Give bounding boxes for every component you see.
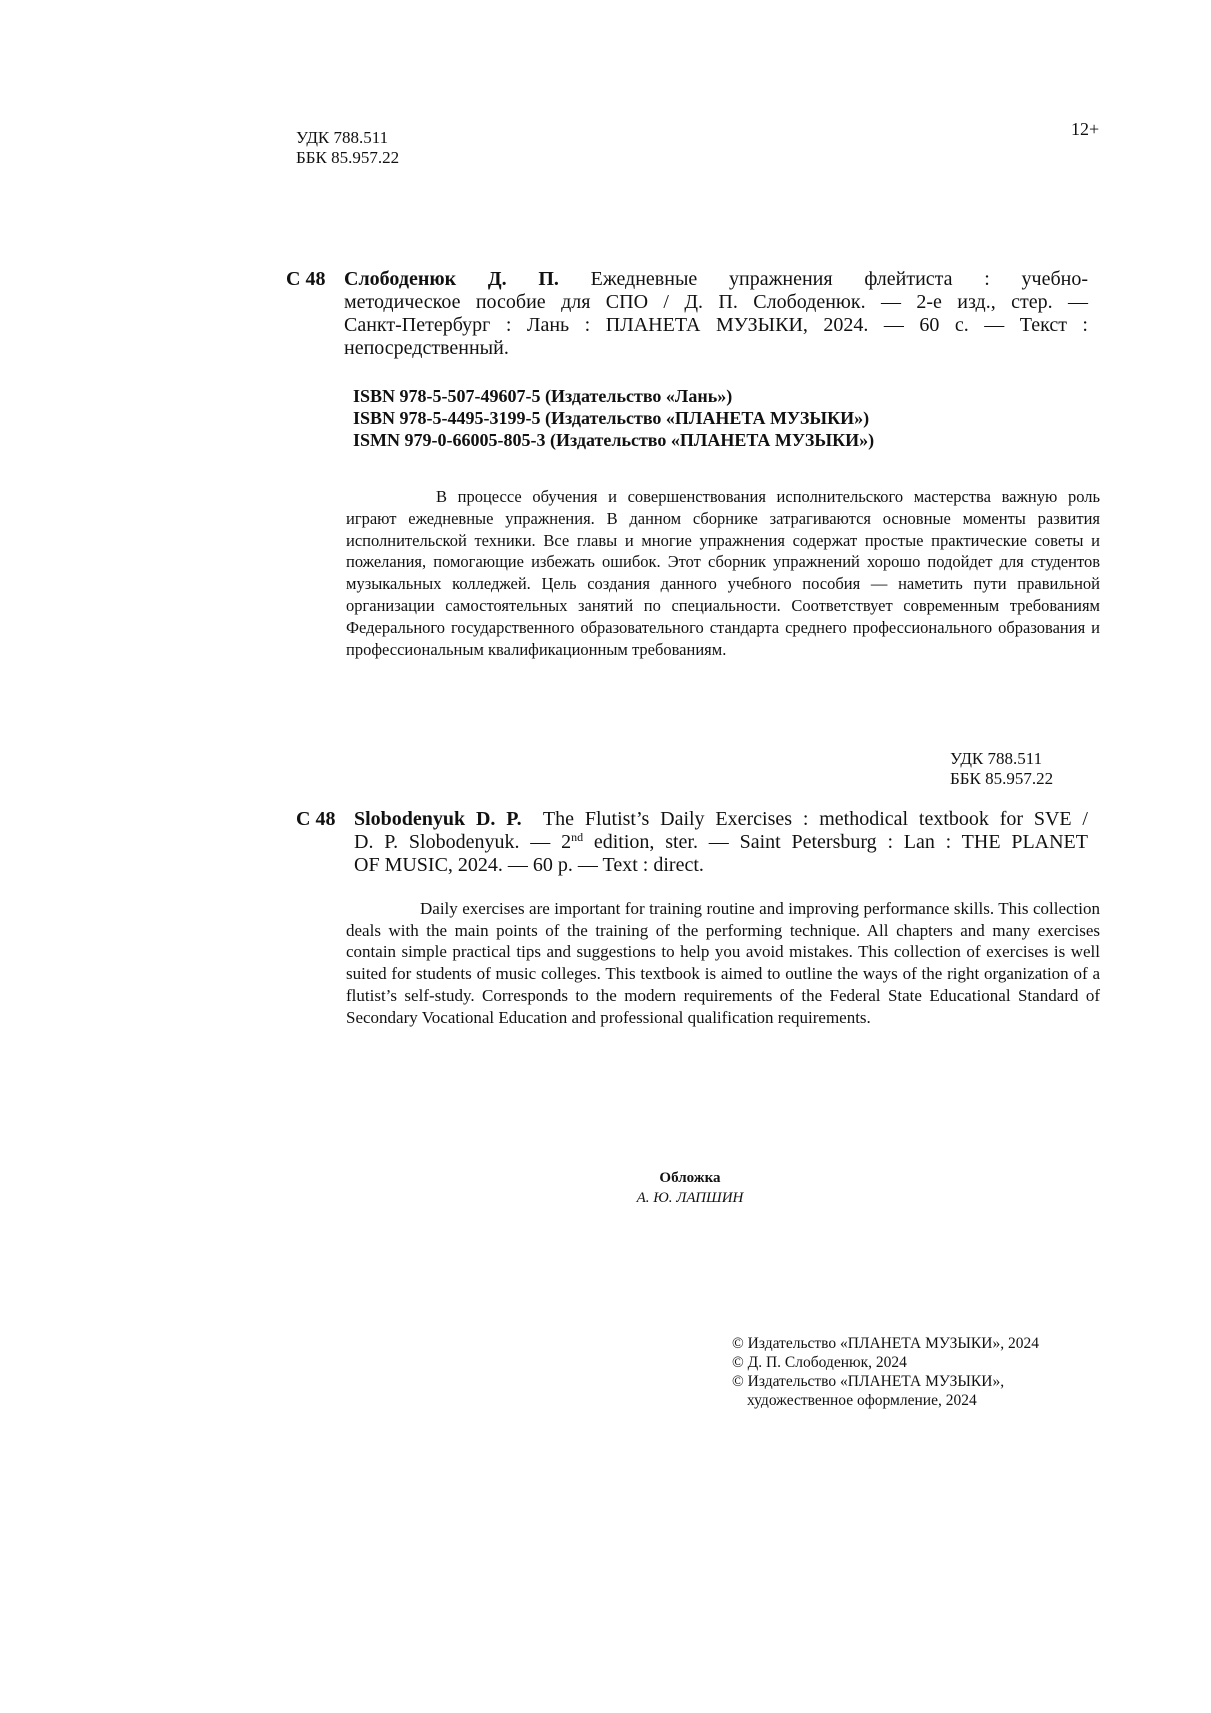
isbn-lan: ISBN 978-5-507-49607-5 (Издательство «Лань») [353,386,733,406]
copyright-block [732,1334,1039,1410]
ru-entry-line: методическое пособие для СПО / Д. П. Слободенюк. — 2-е изд., стер. — [344,291,1088,313]
copyright-line: художественное оформление, 2024 [747,1392,977,1409]
copyright-line: © Д. П. Слободенюк, 2024 [732,1354,907,1371]
bbk-code: ББК 85.957.22 [950,769,1054,788]
ru-abstract-text: В процессе обучения и совершенствования исполнительского мастерства важную роль играют ежедневные упражнения. В данном сборнике затрагиваются основные моменты развития исполнительской техники. Все главы и многие упражнения содержат простые практические советы и пожелания, помогающие избежать ошибок. Этот сборник упражнений хорошо подойдет для студентов музыкальных колледжей. Цель создания данного учебного пособия — наметить пути правильной организации самостоятельных занятий по специальности. Соответствует современным требованиям Федерального государственного образовательного стандарта среднего профессионального образования и профессиональным квалификационным требованиям. [346,487,1100,659]
en-entry-segment: D. P. Slobodenyuk. — 2 [354,831,572,853]
cover-title: Обложка [659,1170,721,1186]
udk-code: УДК 788.511 [950,749,1043,768]
cover-artist: А. Ю. ЛАПШИН [636,1190,744,1206]
en-title-start: The Flutist’s Daily Exercises : methodical textbook for SVE / [521,808,1088,830]
en-entry-line: OF MUSIC, 2024. — 60 p. — Text : direct. [354,854,704,876]
en-abstract [346,898,1100,1028]
classification-mid [950,749,1053,789]
ru-author-sign: С 48 [286,268,326,290]
copyright-line: © Издательство «ПЛАНЕТА МУЗЫКИ», [732,1373,1005,1390]
ru-entry-first-line [344,268,1088,291]
ru-author: Слободенюк Д. П. [344,268,559,290]
en-abstract-text: Daily exercises are important for training routine and improving performance skills. This collection deals with the main points of the training of the performing technique. All chapters and many exercises contain simple practical tips and suggestions to help you avoid mistakes. This collection of exercises is well suited for students of music colleges. This textbook is aimed to outline the ways of the right organization of a flutist’s self-study. Corresponds to the modern requirements of the Federal State Educational Standard of Secondary Vocational Education and professional qualification requirements. [346,899,1100,1027]
en-entry-line [354,831,1088,854]
identifiers-block [353,385,874,451]
ru-entry-line: непосредственный. [344,337,509,359]
ismn-planeta: ISMN 979-0-66005-805-3 (Издательство «ПЛАНЕТА МУЗЫКИ») [353,430,875,450]
ru-entry-continued [344,291,1088,360]
copyright-line: © Издательство «ПЛАНЕТА МУЗЫКИ», 2024 [732,1335,1039,1352]
udk-code: УДК 788.511 [296,128,389,147]
ru-entry-line: Санкт-Петербург : Лань : ПЛАНЕТА МУЗЫКИ, 2024. — 60 с. — Текст : [344,314,1088,336]
ordinal-suffix: nd [571,830,584,844]
age-rating: 12+ [1071,119,1100,139]
bbk-code: ББК 85.957.22 [296,148,400,167]
ru-title-start: Ежедневные упражнения флейтиста : учебно- [558,268,1089,290]
en-entry-line [354,808,1088,831]
en-author: Slobodenyuk D. P. [354,808,522,830]
en-entry-segment: edition, ster. — Saint Petersburg : Lan : THE PLANET [583,831,1088,853]
ru-abstract [346,486,1100,660]
classification-top [296,128,399,168]
en-entry [354,808,1088,877]
en-author-sign: С 48 [296,808,336,830]
cover-credit [0,1168,1211,1208]
isbn-planeta: ISBN 978-5-4495-3199-5 (Издательство «ПЛАНЕТА МУЗЫКИ») [353,408,870,428]
